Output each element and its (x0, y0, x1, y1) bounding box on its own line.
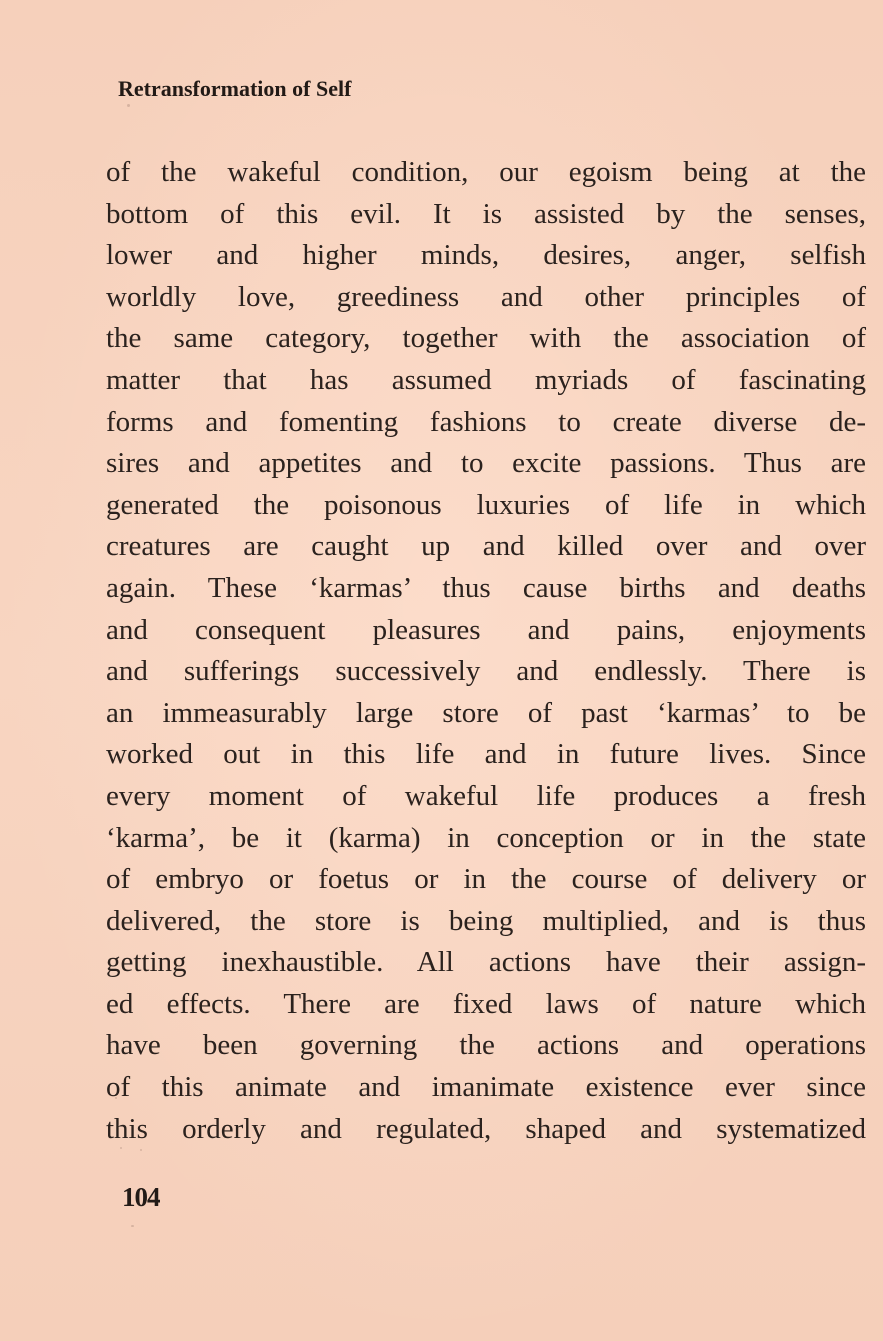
paper-speck (140, 1149, 142, 1151)
text-line: sires and appetites and to excite passions. Thus are (106, 447, 866, 480)
text-line: worldly love, greediness and other principles of (106, 280, 866, 313)
text-line: every moment of wakeful life produces a fresh (106, 779, 866, 812)
paper-speck (131, 1225, 134, 1227)
page-number: 104 (122, 1182, 160, 1212)
text-line: of embryo or foetus or in the course of delivery or (106, 863, 866, 896)
text-line: ed effects. There are fixed laws of nature which (106, 987, 866, 1020)
text-line: bottom of this evil. It is assisted by the senses, (106, 197, 866, 230)
paper-speck (120, 1147, 122, 1149)
text-line: and consequent pleasures and pains, enjoyments (106, 613, 866, 646)
text-line: generated the poisonous luxuries of life in which (106, 488, 866, 521)
text-line: lower and higher minds, desires, anger, selfish (106, 239, 866, 272)
text-line: of the wakeful condition, our egoism being at the (106, 156, 866, 188)
text-line: getting inexhaustible. All actions have their assign- (106, 946, 866, 979)
body-text (106, 152, 866, 1150)
text-line: delivered, the store is being multiplied, and is thus (106, 904, 866, 937)
text-line: ‘karma’, be it (karma) in conception or in the state (106, 821, 866, 854)
text-line: forms and fomenting fashions to create diverse de- (106, 405, 866, 438)
text-line: the same category, together with the association of (106, 322, 866, 355)
text-line: this orderly and regulated, shaped and systematized (106, 1112, 866, 1145)
paper-speck (115, 1097, 117, 1099)
text-line: an immeasurably large store of past ‘karmas’ to be (106, 696, 866, 729)
text-line: worked out in this life and in future lives. Since (106, 738, 866, 771)
running-head: Retransformation of Self (118, 76, 352, 101)
text-line: creatures are caught up and killed over and over (106, 530, 866, 563)
text-line: of this animate and imanimate existence ever since (106, 1071, 866, 1104)
text-line: and sufferings successively and endlessly. There is (106, 655, 866, 688)
text-line: matter that has assumed myriads of fascinating (106, 363, 866, 396)
text-line: again. These ‘karmas’ thus cause births and deaths (106, 571, 866, 604)
text-line: have been governing the actions and operations (106, 1029, 866, 1062)
paper-speck (127, 104, 130, 107)
